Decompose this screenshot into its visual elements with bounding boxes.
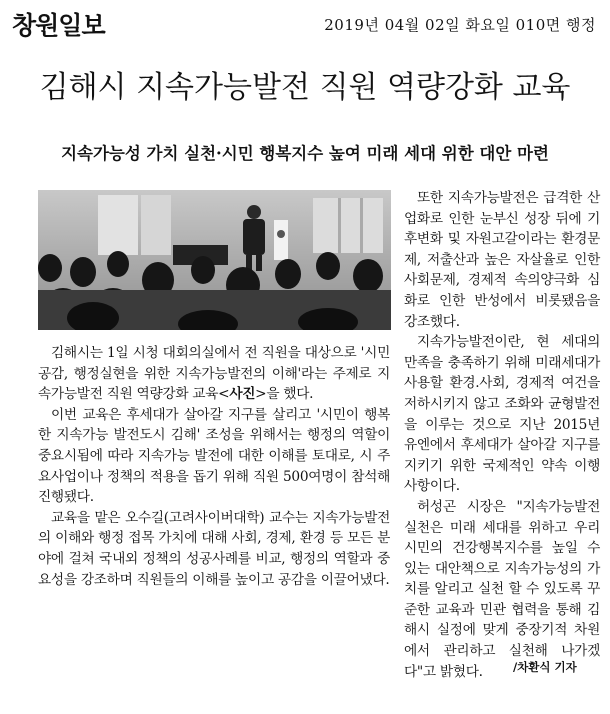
dateline: 2019년 04월 02일 화요일 010면 행정 <box>324 16 596 34</box>
paragraph-1-text-end: >을 했다. <box>255 386 314 403</box>
lecture-photo-icon <box>38 190 391 330</box>
article-subheadline: 지속가능성 가치 실천·시민 행복지수 높여 미래 세대 위한 대안 마련 <box>61 144 549 163</box>
paragraph-1-text: 김해시는 1일 시청 대회의실에서 전 직원을 대상으로 '시민공감, 행정실현을 위한 지속가능발전의 이해'라는 주제로 지속가능발전 직원 역량강화 교육< <box>38 345 390 403</box>
article-photo <box>38 190 391 330</box>
paragraph-5: 지속가능발전이란, 현 세대의 만족을 충족하기 위해 미래세대가 사용할 환경.사회, 경제적 여건을 저하시키지 않고 조화와 균형발전을 이루는 것으로 지난 2015년 유엔에서 후세대가 살아갈 지구를 지키기 위한 국제적인 약속 이행사항이다. <box>404 334 600 495</box>
paragraph-2: 이번 교육은 후세대가 살아갈 지구를 살리고 '시민이 행복한 지속가능 발전도시 김해' 조성을 위해서는 행정의 역할이 중요시됨에 따라 지속가능 발전에 대한 이해를 토대로, 시 주요사업이나 정책의 적용을 돕기 위해 직원 500여명이 참석해 진행됐다. <box>38 406 390 506</box>
newspaper-masthead: 창원일보 <box>12 11 105 40</box>
article-body-right-column <box>404 188 600 682</box>
paragraph-3: 교육을 맡은 오수길(고려사이버대학) 교수는 지속가능발전의 이해와 행정 접목 가치에 대해 사회, 경제, 환경 등 모든 분야에 걸쳐 국내외 정책의 성공사례를 비교, 행정의 역할과 중요성을 강조하며 직원들의 이해를 높이고 공감을 이끌어냈다. <box>38 509 390 588</box>
reporter-byline: /차환식 기자 <box>513 660 577 674</box>
article-headline: 김해시 지속가능발전 직원 역량강화 교육 <box>39 70 571 105</box>
article-body-left-column <box>38 343 390 590</box>
paragraph-6: 허성곤 시장은 "지속가능발전 실천은 미래 세대를 위하고 우리 시민의 건강행복지수를 높일 수 있는 대안책으로 지속가능성의 가치를 알리고 실천 할 수 있도록 꾸준한 교육과 민관 협력을 통해 김해시 실정에 맞게 중장기적 차원에서 관리하고 실천해 나가겠다"고 밝혔다. <box>404 498 600 680</box>
photo-reference: 사진 <box>229 386 256 403</box>
paragraph-1 <box>38 343 390 405</box>
paragraph-4: 또한 지속가능발전은 급격한 산업화로 인한 눈부신 성장 뒤에 기후변화 및 자원고갈이라는 환경문제, 저출산과 높은 자살율로 인한 사회문제, 경제적 속의양극화 심화로 인한 반성에서 비롯됐음을 강조했다. <box>404 190 600 330</box>
